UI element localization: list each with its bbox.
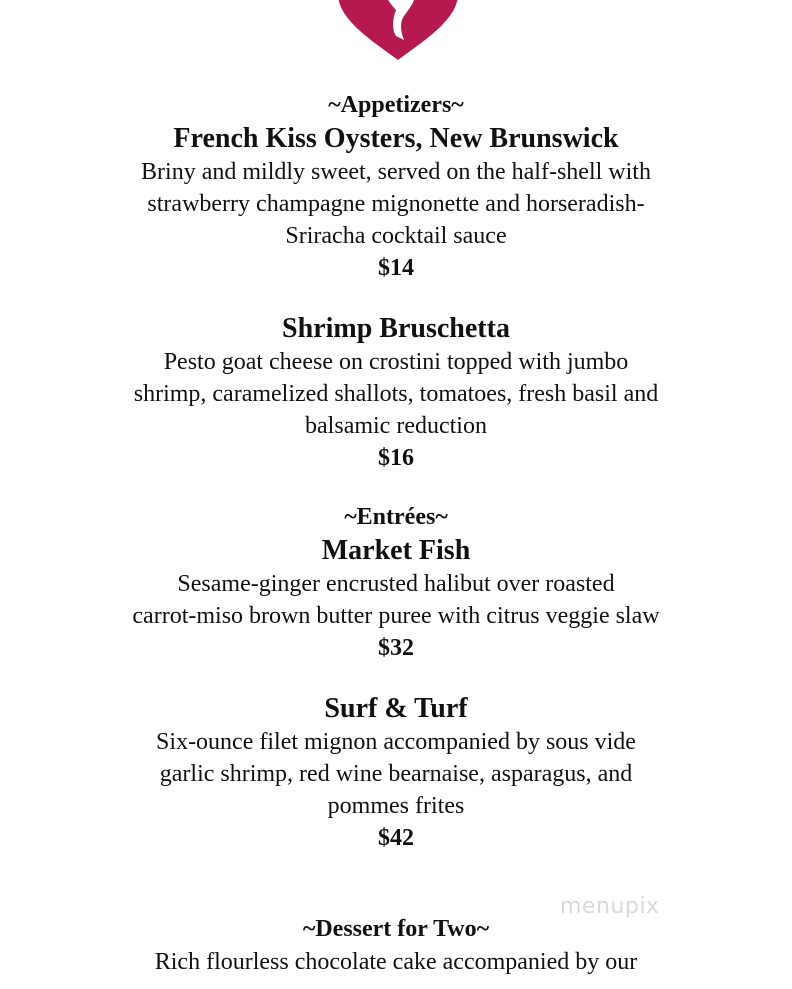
heart-logo [334, 0, 462, 62]
description-line: Rich flourless chocolate cake accompanied by our [154, 949, 638, 975]
item-name: Shrimp Bruschetta [282, 313, 510, 344]
watermark: menupix [560, 894, 660, 919]
menu-item [0, 312, 792, 474]
description-line: Briny and mildly sweet, served on the half-shell with [141, 159, 651, 185]
menu-item [0, 692, 792, 854]
description-line: garlic shrimp, red wine bearnaise, asparagus, and [159, 761, 633, 787]
item-description [0, 946, 792, 978]
item-description [0, 346, 792, 442]
entrees-section [0, 500, 792, 854]
item-price: $32 [378, 635, 414, 661]
item-name: Market Fish [321, 535, 471, 566]
item-name: French Kiss Oysters, New Brunswick [173, 123, 619, 154]
item-name: Surf & Turf [324, 693, 468, 724]
item-price: $14 [378, 255, 414, 281]
dessert-section [0, 912, 792, 978]
menu-item [0, 122, 792, 284]
description-line: strawberry champagne mignonette and horseradish- [147, 191, 645, 217]
description-line: Six-ounce filet mignon accompanied by sous vide [156, 729, 636, 755]
description-line: carrot-miso brown butter puree with citrus veggie slaw [132, 603, 660, 629]
menu-item [0, 534, 792, 664]
description-line: shrimp, caramelized shallots, tomatoes, fresh basil and [133, 381, 659, 407]
item-description [0, 568, 792, 632]
menu-content [0, 88, 792, 978]
item-description [0, 726, 792, 822]
description-line: pommes frites [327, 793, 465, 819]
heart-icon [334, 0, 462, 62]
description-line: Pesto goat cheese on crostini topped with jumbo [163, 349, 629, 375]
section-title-entrees: ~Entrées~ [344, 504, 448, 530]
description-line: Sriracha cocktail sauce [285, 223, 507, 249]
description-line: Sesame-ginger encrusted halibut over roasted [177, 571, 615, 597]
item-price: $16 [378, 445, 414, 471]
item-description [0, 156, 792, 252]
section-title-appetizers: ~Appetizers~ [328, 92, 464, 118]
appetizers-section [0, 88, 792, 474]
description-line: balsamic reduction [305, 413, 487, 439]
section-title-dessert: ~Dessert for Two~ [302, 916, 490, 942]
item-price: $42 [378, 825, 414, 851]
